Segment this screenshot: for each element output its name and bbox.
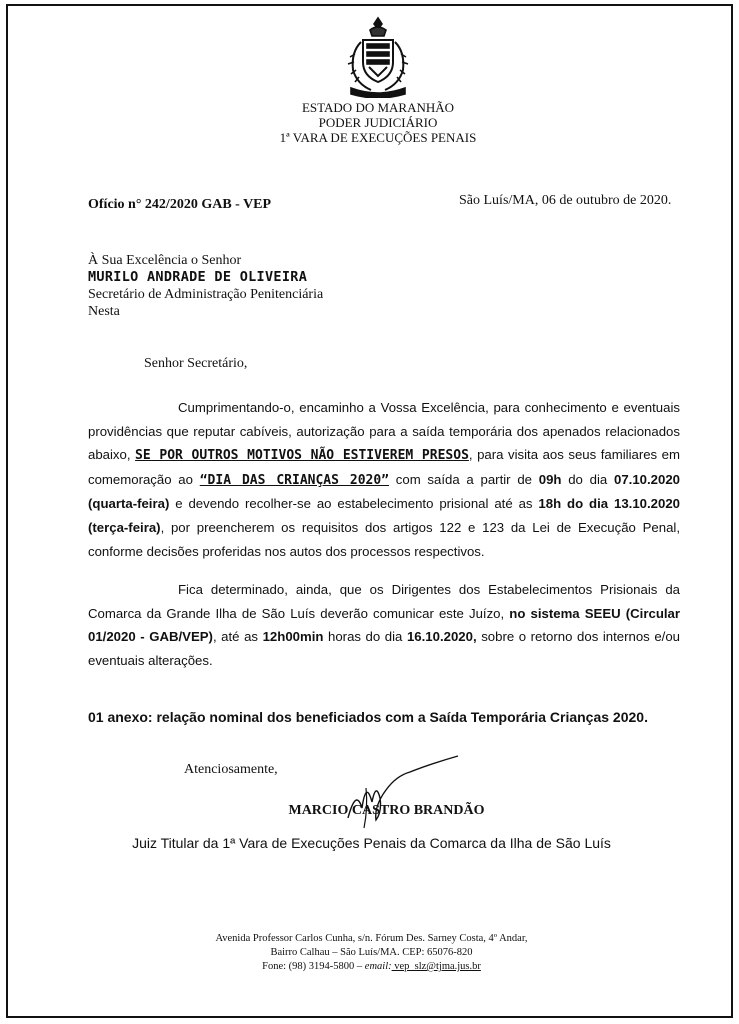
recipient-title: Secretário de Administração Penitenciária (88, 287, 324, 302)
paragraph1-text-5: e devendo recolher-se ao estabelecimento prisional até as (169, 496, 539, 512)
signer-name (8, 803, 733, 819)
letterhead-branch: PODER JUDICIÁRIO (318, 115, 438, 130)
footer-email-label: email: (364, 961, 392, 972)
paragraph2-text-2: , até as (212, 629, 263, 645)
document-page (6, 4, 733, 1018)
paragraph2-text-1: Fica determinado, ainda, que os Dirigentes dos Estabelecimentos Prisionais da Comarca da Grande Ilha de São Luís deverão comunicar este Juízo, (88, 582, 680, 621)
recipient-block (88, 252, 323, 320)
letter-date: São Luís/MA, 06 de outubro de 2020. (459, 193, 672, 208)
paragraph2-text-4: sobre o retorno dos internos e/ou eventuais alterações. (88, 629, 681, 668)
footer-line-1: Avenida Professor Carlos Cunha, s/n. Fórum Des. Sarney Costa, 4º Andar, (215, 933, 528, 944)
paragraph1-text-2: , para visita aos seus familiares em comemoração ao (88, 447, 680, 487)
recipient-location: Nesta (88, 304, 120, 319)
paragraph-authorization (88, 396, 680, 563)
annex-note: 01 anexo: relação nominal dos beneficiados com a Saída Temporária Crianças 2020. (88, 709, 648, 725)
recipient-greeting: À Sua Excelência o Senhor (88, 253, 242, 268)
paragraph2-text-3: horas do dia (323, 629, 407, 645)
paragraph2-time: 12h00min (262, 629, 324, 645)
closing: Atenciosamente, (184, 762, 278, 777)
footer-email[interactable]: vep_slz@tjma.jus.br (391, 961, 481, 972)
paragraph1-text-3: com saída a partir de (389, 471, 539, 487)
footer-address (8, 932, 733, 974)
footer-line-2: Bairro Calhau – São Luís/MA. CEP: 65076-820 (270, 947, 473, 958)
signature-icon (328, 748, 478, 838)
paragraph2-date: 16.10.2020, (406, 629, 477, 645)
paragraph-determination (88, 578, 680, 672)
footer-phone: Fone: (98) 3194-5800 – (262, 961, 365, 972)
signer-name-text: MARCIO CASTRO BRANDÃO (288, 803, 485, 818)
letterhead-court: 1ª VARA DE EXECUÇÕES PENAIS (279, 130, 477, 145)
paragraph1-text-4: do dia (561, 471, 614, 487)
paragraph1-text-1: Cumprimentando-o, encaminho a Vossa Excelência, para conhecimento e eventuais providências que reputar cabíveis, autorização para a saída temporária dos apenados relacionados abaixo, (88, 400, 680, 463)
paragraph1-text-6: , por preencherem os requisitos dos artigos 122 e 123 da Lei de Execução Penal, conforme decisões proferidas nos autos dos processos respectivos. (88, 519, 680, 559)
paragraph2-system: no sistema SEEU (Circular 01/2020 - GAB/VEP) (88, 605, 680, 645)
paragraph1-return-date: 18h do dia 13.10.2020 (terça-feira) (88, 496, 680, 535)
salutation: Senhor Secretário, (144, 356, 248, 371)
paragraph1-start-date: 07.10.2020 (quarta-feira) (88, 471, 680, 512)
recipient-name: MURILO ANDRADE DE OLIVEIRA (88, 269, 308, 285)
footer-contact (8, 960, 733, 974)
letterhead-state: ESTADO DO MARANHÃO (301, 100, 455, 115)
coat-of-arms-icon (343, 14, 413, 98)
office-number: Ofício n° 242/2020 GAB - VEP (88, 197, 272, 212)
signer-role: Juiz Titular da 1ª Vara de Execuções Penais da Comarca da Ilha de São Luís (132, 835, 611, 851)
letterhead (208, 100, 548, 145)
paragraph1-start-time: 09h (538, 471, 562, 487)
paragraph1-event: “DIA DAS CRIANÇAS 2020” (199, 472, 390, 488)
paragraph1-condition: SE POR OUTROS MOTIVOS NÃO ESTIVEREM PRESOS (135, 448, 469, 464)
